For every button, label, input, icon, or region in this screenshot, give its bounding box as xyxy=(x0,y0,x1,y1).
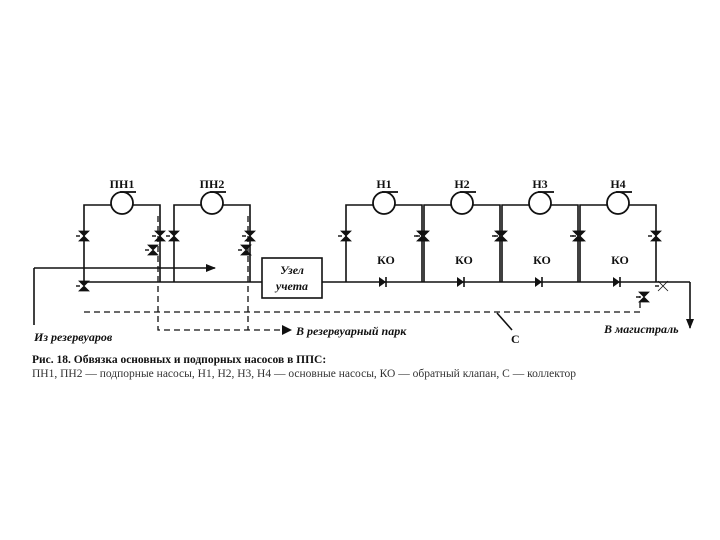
main-check-valve-label-4: КО xyxy=(611,253,629,267)
to-main-label: В магистраль xyxy=(604,322,679,336)
booster-discharge-pipe-1 xyxy=(133,205,160,282)
booster-suction-pipe-2 xyxy=(174,205,201,282)
collector-label: С xyxy=(511,332,520,346)
gate-valve-icon-bypass-1 xyxy=(148,245,158,255)
main-suction-pipe-1 xyxy=(346,205,373,282)
booster-pump-icon-2 xyxy=(201,192,223,214)
booster-pump-icon-1 xyxy=(111,192,133,214)
gate-valve-icon-booster-d2 xyxy=(245,231,255,241)
main-discharge-pipe-3 xyxy=(551,205,578,282)
main-pump-label-4: Н4 xyxy=(610,177,626,191)
main-suction-pipe-4 xyxy=(580,205,607,282)
gate-valve-icon-main-s2 xyxy=(419,231,429,241)
check-valve-icon-main-2 xyxy=(457,277,464,287)
tank-farm-arrowhead xyxy=(282,325,292,335)
main-discharge-pipe-2 xyxy=(473,205,500,282)
pumps-group xyxy=(76,177,668,302)
check-valve-icon-main-1 xyxy=(379,277,386,287)
caption-title-text: . Обвязка основных и подпорных насосов в ППС: xyxy=(68,354,327,366)
collector-pointer xyxy=(497,313,512,330)
main-suction-pipe-3 xyxy=(502,205,529,282)
gate-valve-icon-main-s1 xyxy=(341,231,351,241)
main-pump-label-2: Н2 xyxy=(454,177,470,191)
gate-valve-icon-main-s3 xyxy=(497,231,507,241)
booster-pump-label-1: ПН1 xyxy=(109,177,135,191)
main-pump-icon-2 xyxy=(451,192,473,214)
booster-discharge-pipe-2 xyxy=(223,205,250,282)
main-pump-icon-4 xyxy=(607,192,629,214)
check-valve-icon-main-3 xyxy=(535,277,542,287)
gate-valve-icon-booster-d1 xyxy=(155,231,165,241)
main-pump-label-1: Н1 xyxy=(376,177,392,191)
gate-valve-icon-inlet xyxy=(79,281,89,291)
booster-suction-pipe-1 xyxy=(84,205,111,282)
collector-dashed-line xyxy=(84,296,640,312)
main-check-valve-label-3: КО xyxy=(533,253,551,267)
metering-unit-label-2: учета xyxy=(275,279,309,293)
metering-unit-label-1: Узел xyxy=(280,263,304,277)
caption-prefix: Рис. xyxy=(32,354,54,366)
main-pump-icon-3 xyxy=(529,192,551,214)
caption-title xyxy=(32,353,692,367)
gate-valve-icon-main-s4 xyxy=(575,231,585,241)
to-tank-farm-label: В резервуарный парк xyxy=(296,324,407,338)
gate-valve-icon-main-d4 xyxy=(651,231,661,241)
main-check-valve-label-2: КО xyxy=(455,253,473,267)
main-suction-pipe-2 xyxy=(424,205,451,282)
gate-valve-icon-booster-s1 xyxy=(79,231,89,241)
main-discharge-pipe-4 xyxy=(629,205,656,282)
main-discharge-pipe-1 xyxy=(395,205,422,282)
figure-caption xyxy=(32,353,692,381)
main-check-valve-label-1: КО xyxy=(377,253,395,267)
caption-legend: ПН1, ПН2 — подпорные насосы, Н1, Н2, Н3, Н4 — основные насосы, КО — обратный клапан, С — коллектор xyxy=(32,368,577,380)
check-valve-icon-main-4 xyxy=(613,277,620,287)
caption-number: 18 xyxy=(56,354,69,366)
booster-pump-label-2: ПН2 xyxy=(199,177,225,191)
main-pump-icon-1 xyxy=(373,192,395,214)
gate-valve-icon-booster-s2 xyxy=(169,231,179,241)
from-tanks-label: Из резервуаров xyxy=(34,330,113,344)
main-pump-label-3: Н3 xyxy=(532,177,548,191)
